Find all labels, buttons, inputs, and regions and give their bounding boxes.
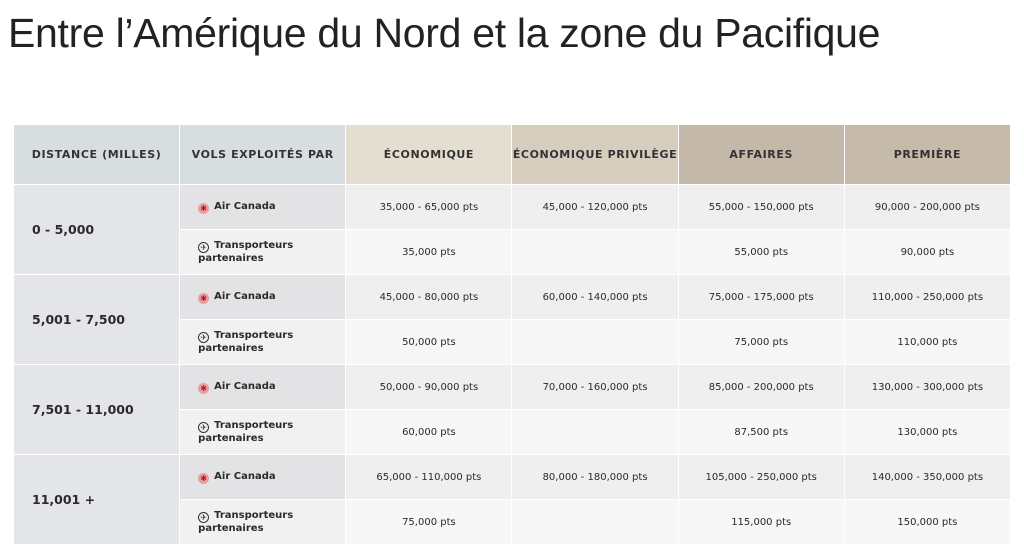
operator-cell xyxy=(180,455,345,499)
operator-label: Transporteurs partenaires xyxy=(198,510,294,534)
points-cell: 50,000 - 90,000 pts xyxy=(346,365,511,409)
points-cell: 140,000 - 350,000 pts xyxy=(845,455,1010,499)
points-cell: 55,000 pts xyxy=(679,230,844,274)
operator-label: Air Canada xyxy=(214,380,276,392)
table-row xyxy=(14,365,1010,409)
header-operator: VOLS EXPLOITÉS PAR xyxy=(180,125,345,184)
points-cell: 65,000 - 110,000 pts xyxy=(346,455,511,499)
page-title: Entre l’Amérique du Nord et la zone du Pacifique xyxy=(8,10,881,56)
air-canada-maple-leaf-icon: ✱ xyxy=(198,473,209,484)
distance-cell: 7,501 - 11,000 xyxy=(14,365,179,454)
points-cell xyxy=(512,230,677,274)
points-cell: 75,000 pts xyxy=(346,500,511,544)
points-cell: 87,500 pts xyxy=(679,410,844,454)
plane-icon: ✈ xyxy=(198,422,209,433)
points-cell: 45,000 - 120,000 pts xyxy=(512,185,677,229)
points-cell: 60,000 - 140,000 pts xyxy=(512,275,677,319)
plane-icon: ✈ xyxy=(198,332,209,343)
distance-cell: 11,001 + xyxy=(14,455,179,544)
award-chart-table xyxy=(13,124,1011,545)
header-economy: ÉCONOMIQUE xyxy=(346,125,511,184)
points-cell: 45,000 - 80,000 pts xyxy=(346,275,511,319)
operator-label: Transporteurs partenaires xyxy=(198,420,294,444)
plane-icon: ✈ xyxy=(198,242,209,253)
points-cell: 35,000 pts xyxy=(346,230,511,274)
distance-cell: 5,001 - 7,500 xyxy=(14,275,179,364)
air-canada-maple-leaf-icon: ✱ xyxy=(198,293,209,304)
points-cell: 110,000 - 250,000 pts xyxy=(845,275,1010,319)
points-cell: 85,000 - 200,000 pts xyxy=(679,365,844,409)
operator-label: Air Canada xyxy=(214,200,276,212)
points-cell xyxy=(512,500,677,544)
table-row xyxy=(14,275,1010,319)
air-canada-maple-leaf-icon: ✱ xyxy=(198,203,209,214)
header-business: AFFAIRES xyxy=(679,125,844,184)
points-cell xyxy=(512,410,677,454)
points-cell: 50,000 pts xyxy=(346,320,511,364)
operator-cell xyxy=(180,365,345,409)
air-canada-maple-leaf-icon: ✱ xyxy=(198,383,209,394)
points-cell: 110,000 pts xyxy=(845,320,1010,364)
points-cell: 105,000 - 250,000 pts xyxy=(679,455,844,499)
header-first: PREMIÈRE xyxy=(845,125,1010,184)
operator-label: Transporteurs partenaires xyxy=(198,240,294,264)
plane-icon: ✈ xyxy=(198,512,209,523)
points-cell: 55,000 - 150,000 pts xyxy=(679,185,844,229)
points-cell: 70,000 - 160,000 pts xyxy=(512,365,677,409)
operator-cell xyxy=(180,410,345,454)
operator-cell xyxy=(180,230,345,274)
points-cell: 130,000 pts xyxy=(845,410,1010,454)
points-cell: 75,000 pts xyxy=(679,320,844,364)
points-cell: 130,000 - 300,000 pts xyxy=(845,365,1010,409)
points-cell xyxy=(512,320,677,364)
points-cell: 115,000 pts xyxy=(679,500,844,544)
points-cell: 90,000 - 200,000 pts xyxy=(845,185,1010,229)
points-cell: 150,000 pts xyxy=(845,500,1010,544)
operator-cell xyxy=(180,185,345,229)
table-row xyxy=(14,455,1010,499)
operator-cell xyxy=(180,500,345,544)
points-cell: 75,000 - 175,000 pts xyxy=(679,275,844,319)
points-cell: 60,000 pts xyxy=(346,410,511,454)
header-distance: DISTANCE (MILLES) xyxy=(14,125,179,184)
points-cell: 80,000 - 180,000 pts xyxy=(512,455,677,499)
operator-label: Air Canada xyxy=(214,470,276,482)
operator-label: Air Canada xyxy=(214,290,276,302)
operator-label: Transporteurs partenaires xyxy=(198,330,294,354)
points-cell: 90,000 pts xyxy=(845,230,1010,274)
operator-cell xyxy=(180,320,345,364)
points-cell: 35,000 - 65,000 pts xyxy=(346,185,511,229)
table-row xyxy=(14,185,1010,229)
distance-cell: 0 - 5,000 xyxy=(14,185,179,274)
operator-cell xyxy=(180,275,345,319)
header-premium-economy: ÉCONOMIQUE PRIVILÈGE xyxy=(512,125,677,184)
